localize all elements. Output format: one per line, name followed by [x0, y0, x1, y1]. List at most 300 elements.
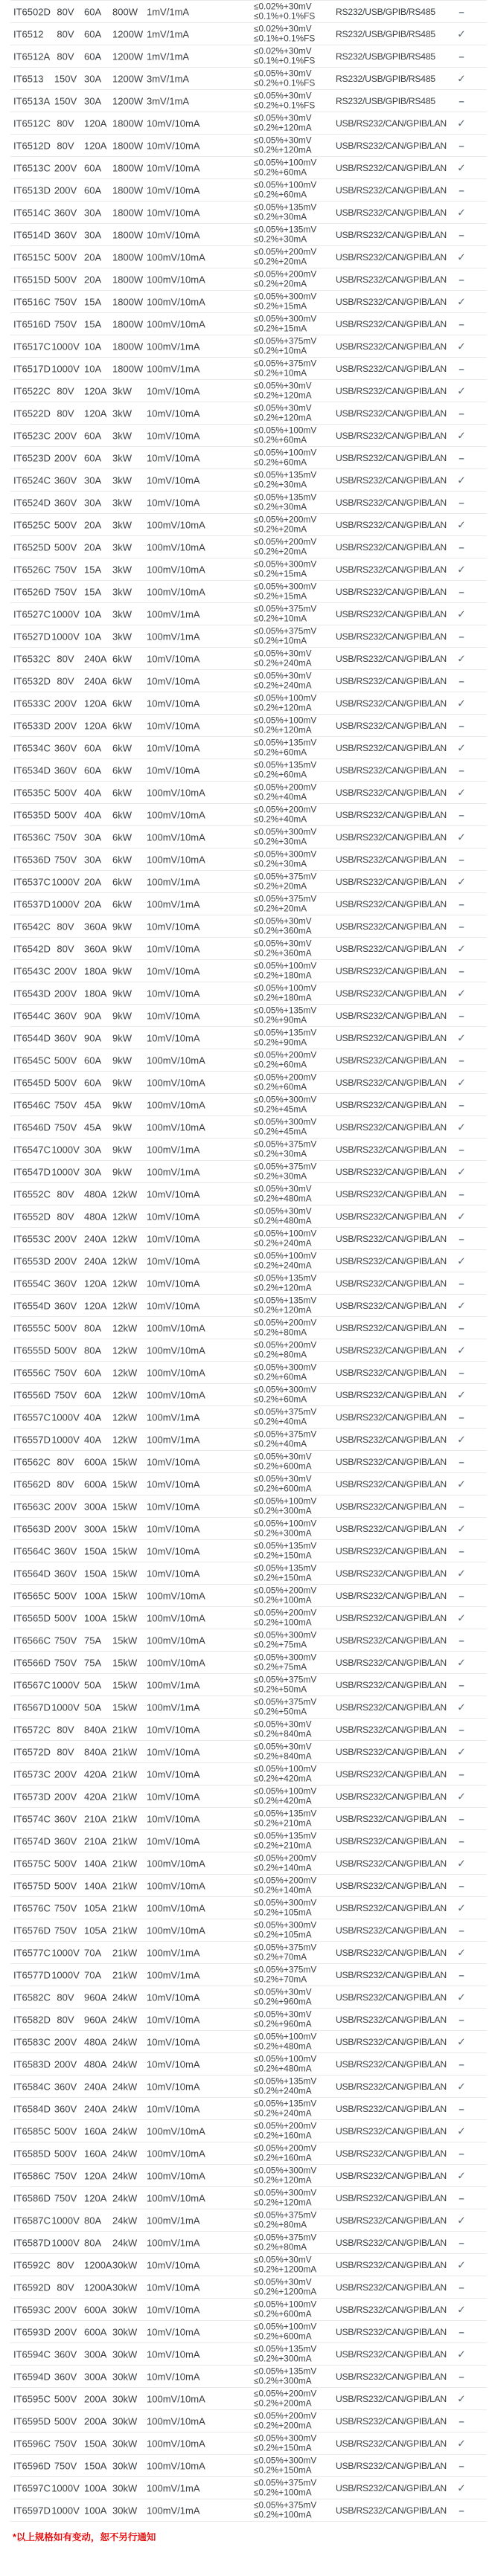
cell-voltage: 750V	[54, 1902, 77, 1913]
cell-voltage: 500V	[54, 2415, 77, 2427]
cell-interfaces: USB/RS232/CAN/GPIB/LAN	[336, 1144, 447, 1155]
cell-voltage: 80V	[57, 28, 74, 39]
dash-icon: –	[459, 586, 464, 597]
cell-resolution: 10mV/10mA	[147, 184, 200, 196]
accuracy-voltage-line: ≤0.05%+300mV	[254, 1629, 317, 1640]
cell-power: 1800W	[112, 318, 144, 329]
cell-voltage: 750V	[54, 1635, 77, 1646]
cell-resolution: 100mV/10mA	[147, 251, 205, 263]
accuracy-current-line: ≤0.2%+60mA	[254, 167, 307, 178]
cell-voltage: 80V	[57, 385, 74, 396]
cell-model: IT6564D	[13, 1568, 51, 1579]
accuracy-voltage-line: ≤0.05%+30mV	[254, 2008, 312, 2019]
cell-resolution: 10mV/10mA	[147, 1746, 200, 1757]
cell-interfaces: USB/RS232/CAN/GPIB/LAN	[336, 1099, 447, 1110]
cell-resolution: 100mV/10mA	[147, 318, 205, 329]
cell-current: 60A	[84, 1077, 102, 1088]
cell-accuracy	[254, 2188, 316, 2208]
cell-voltage: 80V	[57, 921, 74, 932]
accuracy-current-line: ≤0.2%+360mA	[254, 925, 312, 936]
cell-resolution: 10mV/10mA	[147, 1791, 200, 1802]
cell-current: 480A	[84, 2036, 107, 2047]
cell-model: IT6565C	[13, 1590, 51, 1601]
cell-accuracy	[254, 2076, 316, 2096]
table-row	[10, 1094, 487, 1116]
cell-accuracy	[254, 2255, 316, 2275]
accuracy-current-line: ≤0.2%+240mA	[254, 657, 312, 669]
cell-current: 40A	[84, 1434, 102, 1445]
dash-icon: –	[459, 2326, 464, 2337]
accuracy-current-line: ≤0.2%+60mA	[254, 434, 307, 445]
accuracy-voltage-line: ≤0.05%+135mV	[254, 1294, 317, 1305]
cell-current: 120A	[84, 720, 107, 731]
accuracy-current-line: ≤0.2%+120mA	[254, 144, 312, 155]
accuracy-current-line: ≤0.2%+15mA	[254, 568, 307, 579]
cell-model: IT6516D	[13, 318, 51, 329]
cell-voltage: 150V	[54, 73, 77, 84]
cell-voltage: 80V	[57, 2282, 74, 2293]
cell-accuracy	[254, 470, 316, 490]
cell-interfaces: USB/RS232/CAN/GPIB/LAN	[336, 1233, 447, 1244]
accuracy-current-line: ≤0.2%+600mA	[254, 1483, 312, 1494]
cell-voltage: 750V	[54, 1121, 77, 1133]
accuracy-current-line: ≤0.1%+0.1%FS	[254, 55, 316, 66]
dash-icon: –	[459, 2014, 464, 2025]
cell-current: 240A	[84, 2081, 107, 2092]
cell-accuracy	[254, 1920, 316, 1940]
accuracy-current-line: ≤0.2%+15mA	[254, 300, 307, 312]
table-row	[10, 1384, 487, 1406]
cell-accuracy	[254, 916, 312, 936]
dash-icon: –	[459, 1545, 464, 1556]
cell-voltage: 750V	[54, 1925, 77, 1936]
table-row	[10, 135, 487, 157]
check-icon: ✓	[457, 2392, 466, 2404]
cell-interfaces: USB/RS232/CAN/GPIB/LAN	[336, 1456, 447, 1467]
accuracy-current-line: ≤0.2%+1200mA	[254, 2264, 317, 2275]
cell-voltage: 200V	[54, 1523, 77, 1534]
cell-resolution: 100mV/1mA	[147, 2215, 200, 2226]
cell-interfaces: USB/RS232/CAN/GPIB/LAN	[336, 1389, 447, 1400]
accuracy-voltage-line: ≤0.05%+30mV	[254, 2276, 312, 2287]
cell-resolution: 10mV/10mA	[147, 1032, 200, 1043]
table-row	[10, 1897, 487, 1919]
accuracy-current-line: ≤0.2%+100mA	[254, 1617, 312, 1628]
cell-model: IT6554D	[13, 1300, 51, 1311]
cell-current: 80A	[84, 1322, 102, 1333]
cell-resolution: 100mV/10mA	[147, 1925, 205, 1936]
cell-accuracy	[254, 448, 316, 468]
cell-accuracy	[254, 604, 316, 624]
cell-power: 9kW	[112, 1032, 132, 1043]
accuracy-current-line: ≤0.2%+80mA	[254, 2219, 307, 2230]
cell-current: 20A	[84, 274, 102, 285]
cell-model: IT6526C	[13, 564, 51, 575]
cell-voltage: 500V	[54, 809, 77, 820]
cell-interfaces: USB/RS232/CAN/GPIB/LAN	[336, 140, 447, 151]
cell-resolution: 100mV/1mA	[147, 1969, 200, 1980]
table-row	[10, 268, 487, 291]
cell-power: 3kW	[112, 385, 132, 396]
cell-interfaces: USB/RS232/CAN/GPIB/LAN	[336, 1724, 447, 1735]
cell-accuracy	[254, 1541, 316, 1561]
dash-icon: –	[459, 95, 464, 106]
table-row	[10, 202, 487, 224]
accuracy-current-line: ≤0.2%+100mA	[254, 1594, 312, 1606]
cell-interfaces: USB/RS232/CAN/GPIB/LAN	[336, 787, 447, 798]
cell-model: IT6536C	[13, 831, 51, 843]
table-row	[10, 358, 487, 380]
cell-voltage: 500V	[54, 541, 77, 553]
cell-voltage: 500V	[54, 1077, 77, 1088]
cell-current: 200A	[84, 2393, 107, 2404]
check-icon: ✓	[457, 1522, 466, 1534]
accuracy-current-line: ≤0.2%+70mA	[254, 1951, 307, 1962]
cell-voltage: 500V	[54, 1345, 77, 1356]
accuracy-voltage-line: ≤0.05%+375mV	[254, 625, 317, 636]
cell-voltage: 500V	[54, 1322, 77, 1333]
cell-voltage: 1000V	[51, 1679, 80, 1690]
cell-interfaces: USB/RS232/CAN/GPIB/LAN	[336, 1746, 447, 1757]
cell-power: 3kW	[112, 497, 132, 508]
check-icon: ✓	[457, 741, 466, 753]
dash-icon: –	[459, 140, 464, 151]
dash-icon: –	[459, 1925, 464, 1936]
cell-current: 90A	[84, 1032, 102, 1043]
cell-current: 300A	[84, 1501, 107, 1512]
accuracy-voltage-line: ≤0.05%+200mV	[254, 1071, 317, 1082]
cell-power: 15kW	[112, 1523, 138, 1534]
check-icon: ✓	[457, 384, 466, 396]
cell-current: 480A	[84, 1188, 107, 1200]
cell-power: 15kW	[112, 1590, 138, 1601]
accuracy-voltage-line: ≤0.05%+200mV	[254, 2387, 317, 2398]
cell-voltage: 200V	[54, 1791, 77, 1802]
cell-accuracy	[254, 91, 315, 111]
cell-current: 1200A	[84, 2259, 112, 2270]
cell-voltage: 1000V	[51, 1947, 80, 1958]
cell-resolution: 10mV/10mA	[147, 965, 200, 976]
table-row	[10, 581, 487, 603]
cell-model: IT6566D	[13, 1657, 51, 1668]
cell-voltage: 80V	[57, 2259, 74, 2270]
accuracy-voltage-line: ≤0.05%+100mV	[254, 1495, 317, 1506]
cell-interfaces: USB/RS232/CAN/GPIB/LAN	[336, 207, 447, 218]
accuracy-current-line: ≤0.2%+60mA	[254, 1081, 307, 1092]
cell-accuracy	[254, 46, 315, 66]
dash-icon: –	[459, 2148, 464, 2159]
table-row	[10, 1585, 487, 1607]
dash-icon: –	[459, 921, 464, 932]
cell-model: IT6597C	[13, 2482, 51, 2493]
cell-current: 10A	[84, 608, 102, 619]
cell-power: 30kW	[112, 2415, 138, 2427]
table-row	[10, 1317, 487, 1339]
cell-accuracy	[254, 1295, 316, 1316]
accuracy-current-line: ≤0.2%+600mA	[254, 2331, 312, 2342]
cell-resolution: 100mV/10mA	[147, 787, 205, 798]
cell-model: IT6516C	[13, 296, 51, 307]
cell-power: 30kW	[112, 2393, 138, 2404]
cell-current: 70A	[84, 1969, 102, 1980]
accuracy-current-line: ≤0.2%+30mA	[254, 858, 307, 869]
cell-model: IT6527D	[13, 631, 51, 642]
cell-power: 6kW	[112, 675, 132, 686]
accuracy-current-line: ≤0.2%+0.1%FS	[254, 77, 316, 88]
check-icon: ✓	[457, 161, 466, 173]
cell-model: IT6525C	[13, 519, 51, 530]
accuracy-voltage-line: ≤0.05%+300mV	[254, 2186, 317, 2197]
cell-power: 15kW	[112, 1657, 138, 1668]
cell-model: IT6535D	[13, 809, 51, 820]
accuracy-voltage-line: ≤0.05%+100mV	[254, 1249, 317, 1260]
cell-voltage: 360V	[54, 497, 77, 508]
cell-voltage: 750V	[54, 1389, 77, 1400]
cell-model: IT6585C	[13, 2125, 51, 2137]
cell-current: 180A	[84, 965, 107, 976]
cell-model: IT6573D	[13, 1791, 51, 1802]
cell-interfaces: USB/RS232/CAN/GPIB/LAN	[336, 229, 447, 240]
cell-power: 1800W	[112, 207, 144, 218]
dash-icon: –	[459, 1590, 464, 1601]
table-row	[10, 2343, 487, 2366]
dash-icon: –	[459, 1010, 464, 1021]
accuracy-voltage-line: ≤0.05%+30mV	[254, 937, 312, 948]
accuracy-current-line: ≤0.2%+20mA	[254, 278, 307, 289]
cell-model: IT6593C	[13, 2304, 51, 2315]
table-row	[10, 425, 487, 447]
cell-current: 210A	[84, 1835, 107, 1846]
cell-interfaces: USB/RS232/CAN/GPIB/LAN	[336, 251, 447, 263]
accuracy-current-line: ≤0.2%+10mA	[254, 345, 307, 356]
cell-current: 300A	[84, 2371, 107, 2382]
accuracy-current-line: ≤0.2%+30mA	[254, 211, 307, 222]
cell-resolution: 10mV/10mA	[147, 1835, 200, 1846]
dash-icon: –	[459, 2371, 464, 2382]
cell-power: 3kW	[112, 631, 132, 642]
cell-voltage: 80V	[57, 1746, 74, 1757]
cell-resolution: 10mV/10mA	[147, 1768, 200, 1780]
cell-voltage: 80V	[57, 140, 74, 151]
cell-current: 140A	[84, 1858, 107, 1869]
accuracy-current-line: ≤0.2%+120mA	[254, 2174, 312, 2186]
cell-power: 6kW	[112, 742, 132, 753]
cell-accuracy	[254, 1742, 312, 1762]
cell-interfaces: USB/RS232/CAN/GPIB/LAN	[336, 2215, 447, 2226]
check-icon: ✓	[457, 295, 466, 307]
accuracy-current-line: ≤0.2%+840mA	[254, 1728, 312, 1739]
cell-resolution: 100mV/10mA	[147, 2170, 205, 2181]
accuracy-voltage-line: ≤0.05%+375mV	[254, 1138, 317, 1149]
cell-current: 30A	[84, 95, 102, 106]
cell-power: 9kW	[112, 1054, 132, 1066]
cell-model: IT6557D	[13, 1434, 51, 1445]
accuracy-current-line: ≤0.2%+105mA	[254, 1907, 312, 1918]
accuracy-current-line: ≤0.2%+600mA	[254, 2308, 312, 2319]
cell-voltage: 1000V	[51, 1166, 80, 1177]
cell-model: IT6572D	[13, 1746, 51, 1757]
cell-model: IT6563C	[13, 1501, 51, 1512]
accuracy-voltage-line: ≤0.05%+300mV	[254, 1383, 317, 1394]
cell-accuracy	[254, 403, 312, 423]
cell-voltage: 200V	[54, 698, 77, 709]
accuracy-current-line: ≤0.2%+120mA	[254, 390, 312, 401]
cell-power: 12kW	[112, 1322, 138, 1333]
dash-icon: –	[459, 1813, 464, 1824]
cell-accuracy	[254, 1028, 316, 1048]
accuracy-voltage-line: ≤0.05%+30mV	[254, 1986, 312, 1997]
cell-current: 300A	[84, 2348, 107, 2360]
table-row	[10, 915, 487, 938]
accuracy-voltage-line: ≤0.05%+100mV	[254, 446, 317, 457]
cell-power: 15kW	[112, 1612, 138, 1623]
cell-resolution: 10mV/10mA	[147, 385, 200, 396]
table-row	[10, 1562, 487, 1585]
cell-interfaces: USB/RS232/CAN/GPIB/LAN	[336, 1255, 447, 1266]
accuracy-voltage-line: ≤0.05%+135mV	[254, 2097, 317, 2108]
cell-power: 24kW	[112, 2215, 138, 2226]
accuracy-voltage-line: ≤0.05%+300mV	[254, 2432, 317, 2443]
cell-interfaces: RS232/USB/GPIB/RS485	[336, 28, 435, 39]
cell-interfaces: USB/RS232/CAN/GPIB/LAN	[336, 1612, 447, 1623]
cell-model: IT6513D	[13, 184, 51, 196]
table-row	[10, 1228, 487, 1250]
cell-resolution: 100mV/1mA	[147, 1434, 200, 1445]
cell-voltage: 500V	[54, 274, 77, 285]
cell-power: 1800W	[112, 162, 144, 173]
accuracy-voltage-line: ≤0.05%+200mV	[254, 1049, 317, 1060]
cell-current: 15A	[84, 586, 102, 597]
cell-power: 21kW	[112, 1746, 138, 1757]
cell-resolution: 100mV/10mA	[147, 1099, 205, 1110]
table-row	[10, 670, 487, 692]
cell-model: IT6542D	[13, 943, 51, 954]
cell-interfaces: USB/RS232/CAN/GPIB/LAN	[336, 1211, 447, 1222]
cell-current: 480A	[84, 1211, 107, 1222]
cell-interfaces: USB/RS232/CAN/GPIB/LAN	[336, 341, 447, 352]
table-row	[10, 112, 487, 135]
dash-icon: –	[459, 720, 464, 731]
cell-power: 9kW	[112, 921, 132, 932]
table-row	[10, 1674, 487, 1696]
cell-model: IT6552D	[13, 1211, 51, 1222]
accuracy-current-line: ≤0.2%+60mA	[254, 1371, 307, 1382]
cell-accuracy	[254, 537, 316, 557]
dash-icon: –	[459, 408, 464, 419]
cell-voltage: 500V	[54, 1054, 77, 1066]
cell-voltage: 360V	[54, 1032, 77, 1043]
cell-model: IT6574D	[13, 1835, 51, 1846]
cell-model: IT6555D	[13, 1345, 51, 1356]
accuracy-current-line: ≤0.2%+20mA	[254, 903, 307, 914]
dash-icon: –	[459, 898, 464, 909]
accuracy-voltage-line: ≤0.05%+30mV	[254, 669, 312, 680]
check-icon: ✓	[457, 1478, 466, 1490]
cell-power: 24kW	[112, 2081, 138, 2092]
table-row	[10, 759, 487, 782]
cell-interfaces: USB/RS232/CAN/GPIB/LAN	[336, 764, 447, 776]
cell-model: IT6594D	[13, 2371, 51, 2382]
accuracy-voltage-line: ≤0.05%+30mV	[254, 1205, 312, 1216]
cell-power: 1800W	[112, 251, 144, 263]
accuracy-voltage-line: ≤0.05%+100mV	[254, 178, 317, 190]
cell-interfaces: USB/RS232/CAN/GPIB/LAN	[336, 1032, 447, 1043]
cell-voltage: 80V	[57, 653, 74, 664]
cell-power: 12kW	[112, 1255, 138, 1266]
cell-current: 60A	[84, 764, 102, 776]
cell-voltage: 1000V	[51, 608, 80, 619]
cell-interfaces: USB/RS232/CAN/GPIB/LAN	[336, 385, 447, 396]
table-row	[10, 826, 487, 849]
cell-accuracy	[254, 1362, 316, 1382]
accuracy-voltage-line: ≤0.05%+300mV	[254, 1919, 317, 1930]
accuracy-current-line: ≤0.2%+300mA	[254, 2353, 312, 2364]
cell-power: 1800W	[112, 184, 144, 196]
cell-accuracy	[254, 358, 316, 379]
accuracy-voltage-line: ≤0.05%+100mV	[254, 1785, 317, 1796]
accuracy-voltage-line: ≤0.05%+300mV	[254, 580, 317, 591]
cell-accuracy	[254, 158, 316, 178]
cell-power: 21kW	[112, 1724, 138, 1735]
accuracy-voltage-line: ≤0.05%+375mV	[254, 357, 317, 368]
cell-accuracy	[254, 1809, 316, 1829]
table-row	[10, 492, 487, 514]
cell-voltage: 360V	[54, 207, 77, 218]
cell-voltage: 200V	[54, 2036, 77, 2047]
cell-current: 120A	[84, 1278, 107, 1289]
check-icon: ✓	[457, 942, 466, 954]
cell-current: 60A	[84, 1054, 102, 1066]
cell-current: 40A	[84, 787, 102, 798]
cell-model: IT6546C	[13, 1099, 51, 1110]
accuracy-voltage-line: ≤0.05%+200mV	[254, 1874, 317, 1885]
accuracy-voltage-line: ≤0.05%+300mV	[254, 1361, 317, 1372]
cell-accuracy	[254, 1340, 316, 1360]
table-row	[10, 2076, 487, 2098]
cell-resolution: 10mV/10mA	[147, 2348, 200, 2360]
cell-model: IT6513	[13, 73, 44, 84]
cell-model: IT6584C	[13, 2081, 51, 2092]
accuracy-voltage-line: ≤0.05%+200mV	[254, 1584, 317, 1595]
table-row	[10, 2187, 487, 2209]
table-row	[10, 536, 487, 558]
check-icon: ✓	[457, 2258, 466, 2270]
cell-resolution: 100mV/1mA	[147, 341, 200, 352]
cell-model: IT6535C	[13, 787, 51, 798]
cell-power: 9kW	[112, 988, 132, 999]
accuracy-current-line: ≤0.2%+240mA	[254, 1237, 312, 1249]
cell-accuracy	[254, 894, 316, 914]
cell-accuracy	[254, 782, 316, 802]
accuracy-voltage-line: ≤0.05%+200mV	[254, 535, 317, 547]
cell-current: 240A	[84, 2103, 107, 2114]
cell-power: 30kW	[112, 2326, 138, 2337]
cell-current: 420A	[84, 1791, 107, 1802]
accuracy-voltage-line: ≤0.05%+200mV	[254, 1316, 317, 1327]
table-row	[10, 402, 487, 425]
accuracy-voltage-line: ≤0.05%+375mV	[254, 2476, 317, 2488]
cell-interfaces: USB/RS232/CAN/GPIB/LAN	[336, 1991, 447, 2003]
cell-current: 960A	[84, 1991, 107, 2003]
cell-resolution: 10mV/10mA	[147, 1255, 200, 1266]
cell-resolution: 10mV/10mA	[147, 1010, 200, 1021]
cell-accuracy	[254, 135, 312, 155]
cell-voltage: 200V	[54, 184, 77, 196]
cell-current: 60A	[84, 184, 102, 196]
cell-resolution: 10mV/10mA	[147, 943, 200, 954]
cell-current: 210A	[84, 1813, 107, 1824]
accuracy-current-line: ≤0.2%+50mA	[254, 1706, 307, 1717]
